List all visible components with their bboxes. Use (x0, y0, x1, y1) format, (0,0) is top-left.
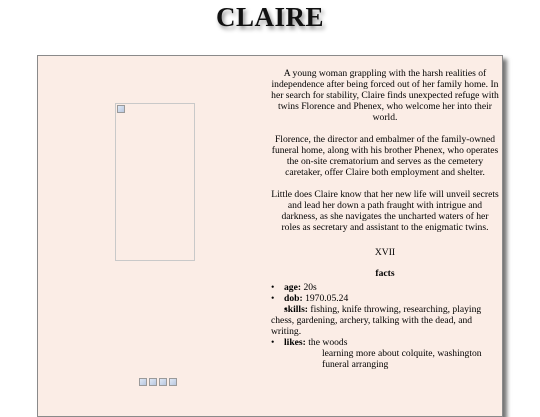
fact-item-skills (271, 304, 499, 337)
portrait-image (115, 103, 195, 261)
fact-value: 20s (303, 282, 317, 293)
broken-image-icon (169, 378, 177, 386)
thumbnail-image[interactable] (158, 377, 166, 385)
likes-subitem: funeral arranging (322, 359, 389, 370)
page-title: CLAIRE (215, 2, 325, 32)
broken-image-icon (149, 378, 157, 386)
bio-paragraph: Florence, the director and embalmer of the family-owned funeral home, along with his brother Phenex, who operates the on-site crematorium and serves as the cemetery caretaker, offer Claire both employment and shelter. (271, 134, 499, 178)
fact-value: 1970.05.24 (305, 293, 349, 304)
broken-image-icon (139, 378, 147, 386)
fact-item-likes (271, 337, 499, 348)
fact-value: fishing, knife throwing, researching, playing chess, gardening, archery, talking with the dead, and writing. (271, 304, 482, 337)
facts-list (271, 282, 499, 348)
bio-column (271, 68, 499, 370)
thumbnail-image[interactable] (168, 377, 176, 385)
fact-label: dob: (284, 293, 303, 304)
fact-label: skills: (284, 304, 308, 315)
fact-label: likes: (284, 337, 306, 348)
broken-image-icon (117, 105, 125, 113)
bio-paragraph: Little does Claire know that her new life will unveil secrets and lead her down a path fraught with intrigue and darkness, as she navigates the uncharted waters of her roles as secretary and assistant to the enigmatic twins. (271, 189, 499, 233)
profile-panel (37, 55, 503, 417)
thumbnail-image[interactable] (138, 377, 146, 385)
thumbnail-row (138, 377, 176, 385)
roman-numeral: XVII (374, 247, 396, 258)
fact-label: age: (284, 282, 302, 293)
fact-item-age (271, 282, 499, 293)
likes-subitem: learning more about colquite, washington (322, 348, 482, 359)
bio-paragraph: A young woman grappling with the harsh realities of independence after being forced out of her family home. In her search for stability, Claire finds unexpected refuge with twins Florence and Phenex, who welcome her into their world. (271, 68, 499, 123)
thumbnail-image[interactable] (148, 377, 156, 385)
fact-value: the woods (308, 337, 348, 348)
facts-heading: facts (375, 268, 395, 279)
fact-item-dob (271, 293, 499, 304)
broken-image-icon (159, 378, 167, 386)
